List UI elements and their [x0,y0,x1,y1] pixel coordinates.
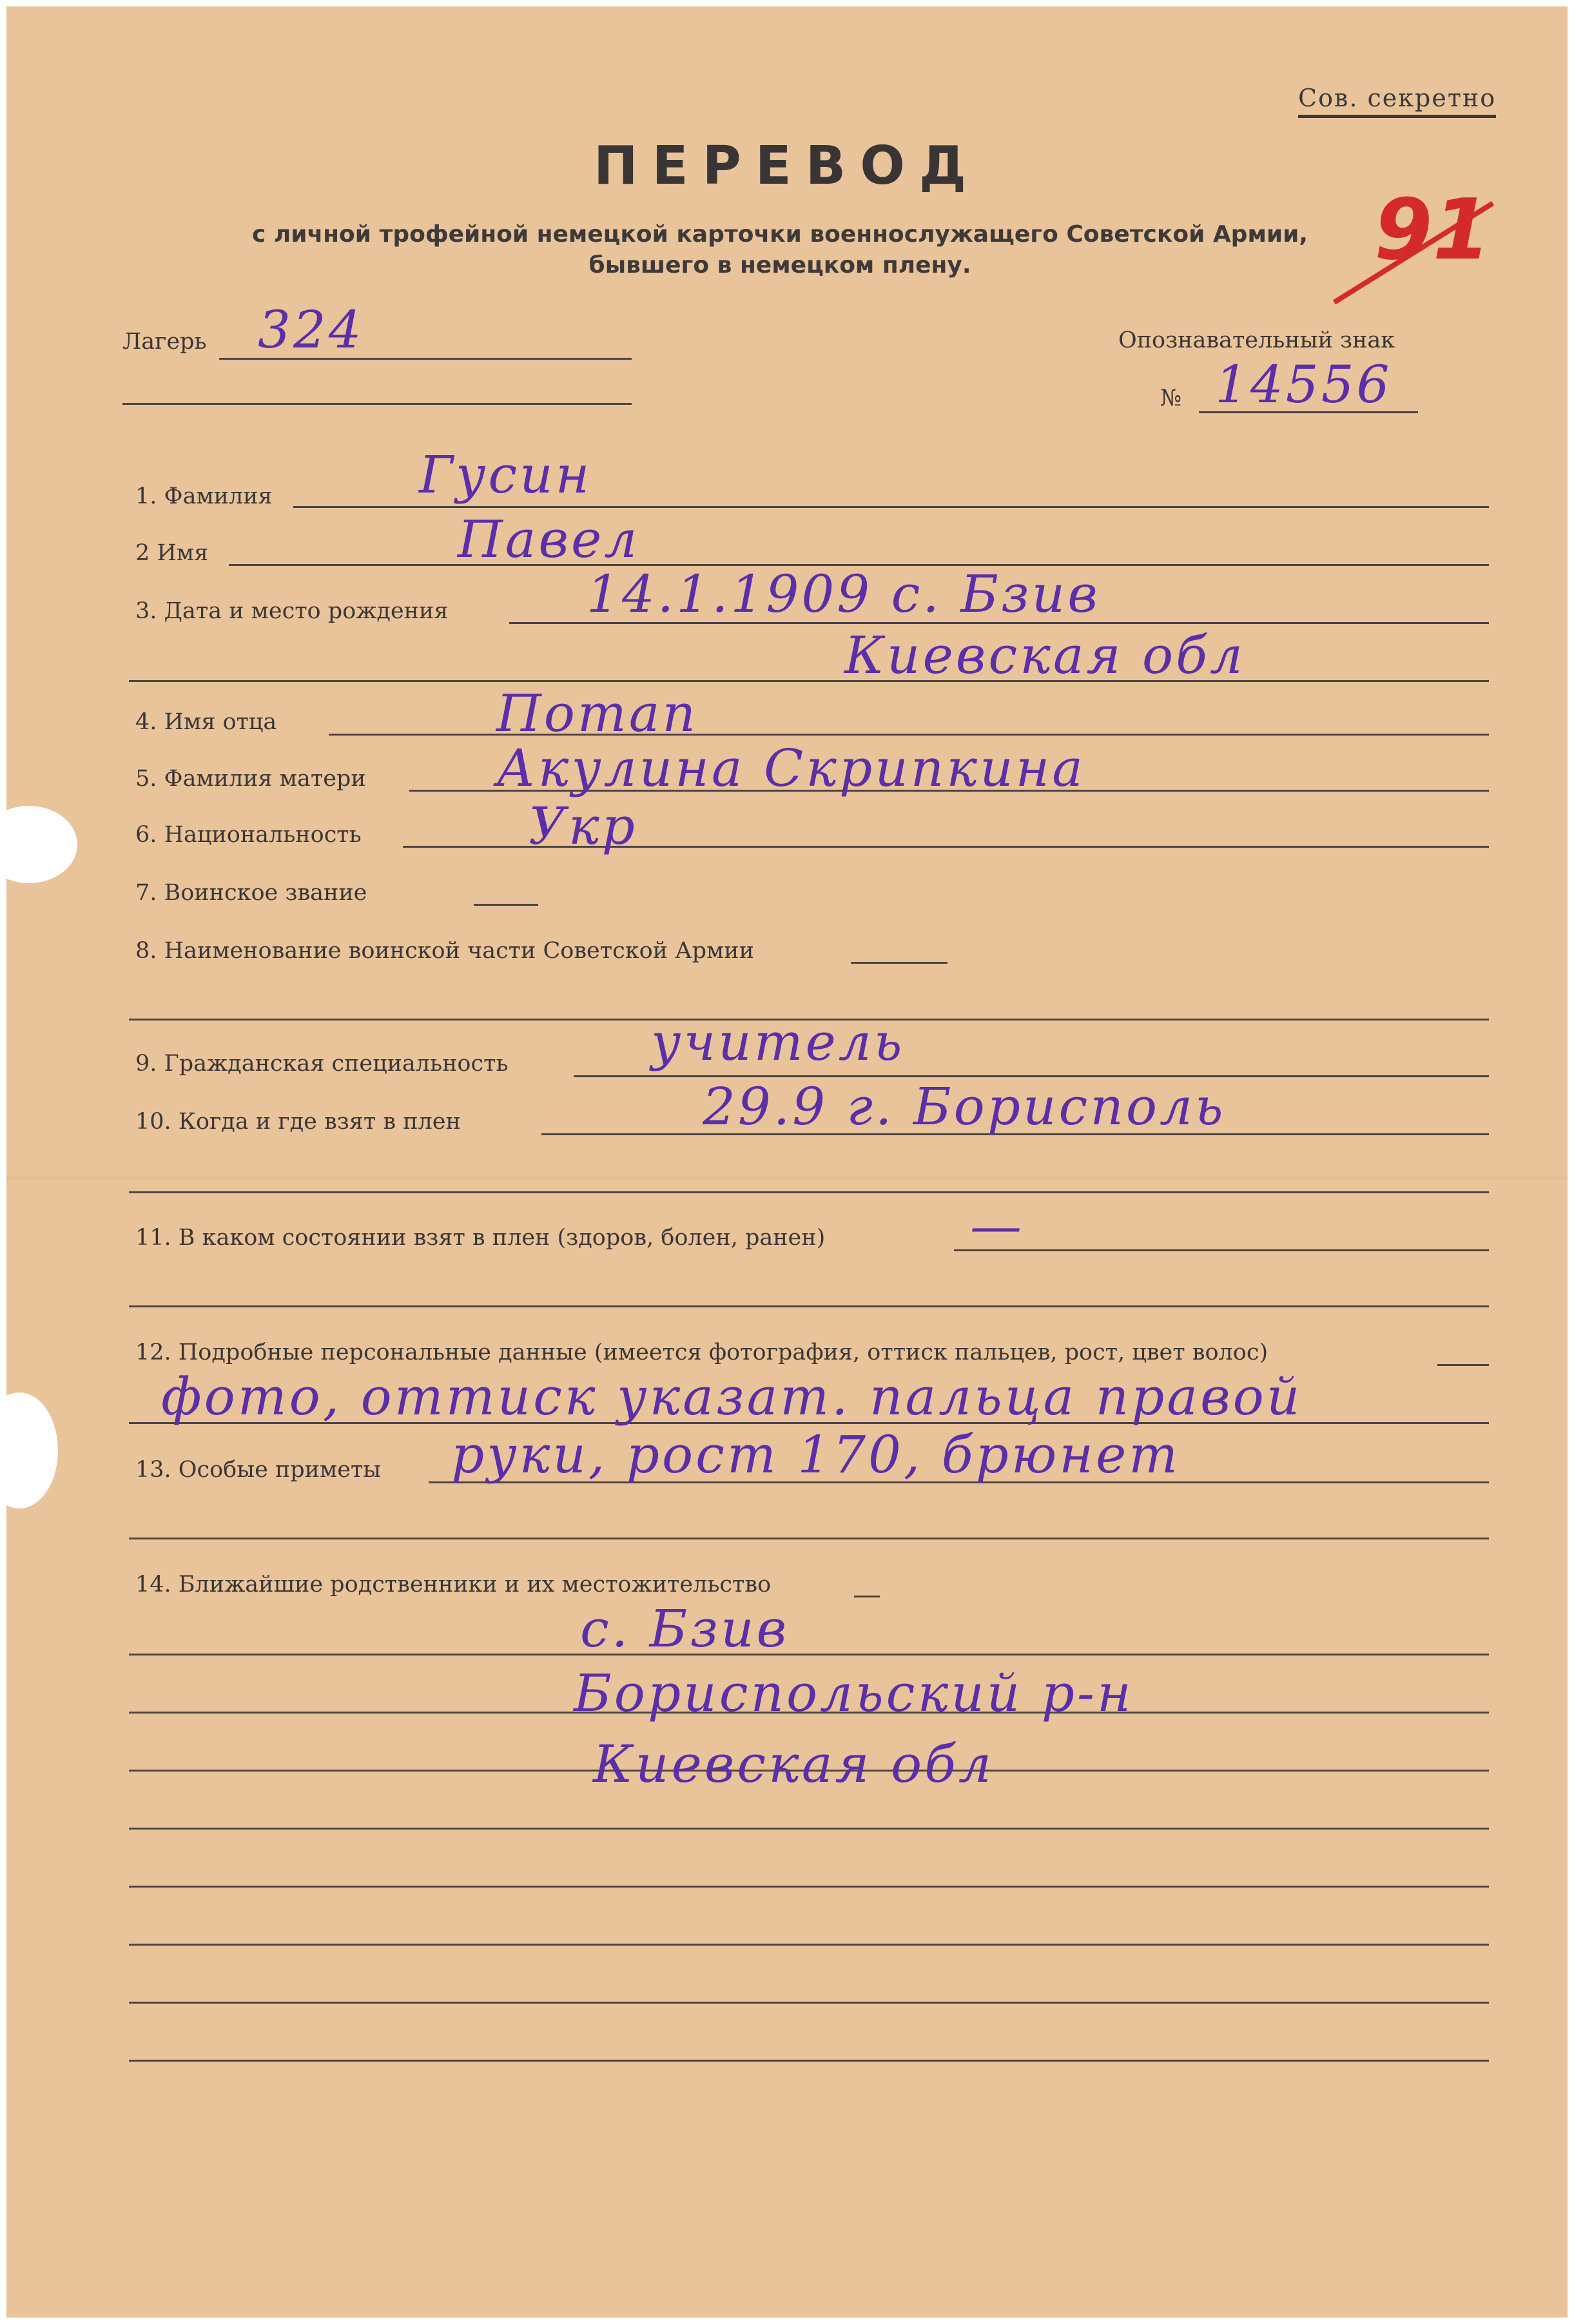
field-13-value: руки, рост 170, брюнет [451,1425,1181,1485]
field-6-label: 6. Национальность [135,822,362,848]
camp-value: 324 [258,300,364,360]
field-5-value: Акулина Скрипкина [496,738,1085,798]
field-1-value: Гусин [419,445,592,505]
punch-hole-lower [6,1392,58,1509]
field-14-label: 14. Ближайшие родственники и их местожительство [135,1572,772,1597]
field-3-label: 3. Дата и место рождения [135,598,449,624]
field-14-line-5 [129,1828,1489,1830]
field-10-line-2 [129,1191,1489,1193]
tag-value: 14556 [1215,355,1392,415]
field-5-label: 5. Фамилия матери [135,766,366,792]
field-13-label: 13. Особые приметы [135,1457,382,1483]
field-4-value: Потап [496,683,699,743]
field-1-label: 1. Фамилия [135,483,273,509]
classification-stamp: Сов. секретно [1298,84,1496,118]
field-4-label: 4. Имя отца [135,709,277,735]
field-11-label: 11. В каком состоянии взят в плен (здоров, болен, ранен) [135,1225,826,1251]
field-7-line [474,904,538,906]
tag-label: Опознавательный знак [1118,327,1395,353]
field-14-line-7 [129,1944,1489,1946]
field-14-line-8 [129,2002,1489,2004]
document-title: ПЕРЕВОД [594,135,980,197]
field-14-value-2: Бориспольский р-н [574,1663,1134,1723]
field-8-label: 8. Наименование воинской части Советской Армии [135,938,754,964]
field-12-line [1437,1364,1489,1366]
field-11-line-2 [129,1305,1489,1307]
field-11-value: — [970,1196,1024,1256]
camp-label: Лагерь [122,329,207,355]
field-7-label: 7. Воинское звание [135,880,367,906]
field-10-label: 10. Когда и где взят в плен [135,1109,461,1135]
field-14-line-2 [129,1654,1489,1655]
field-12-label: 12. Подробные персональные данные (имеется фотография, оттиск пальцев, рост, цвет волос) [135,1340,1268,1365]
field-2-value: Павел [458,509,640,569]
field-14-value-3: Киевская обл [593,1734,994,1794]
document-subtitle [200,219,1360,281]
field-14-line-9 [129,2060,1489,2062]
paper-fold [6,1177,1568,1182]
document-sheet [6,6,1568,2318]
field-3-value: 14.1.1909 с. Бзив [587,564,1100,624]
field-9-label: 9. Гражданская специальность [135,1051,509,1077]
camp-line-2 [122,403,632,405]
field-6-value: Укр [529,796,637,856]
field-8-line [851,962,947,964]
field-2-label: 2 Имя [135,540,209,566]
field-13-line-2 [129,1538,1489,1539]
field-14-value-1: с. Бзив [580,1599,790,1659]
tag-number-label: № [1160,386,1182,411]
subtitle-line-2: бывшего в немецком плену. [588,252,971,278]
field-3-value-2: Киевская обл [844,625,1245,685]
field-14-line-6 [129,1886,1489,1888]
field-3-line-2 [129,680,1489,682]
archive-mark: 91 [1374,181,1491,278]
field-10-value: 29.9 г. Борисполь [703,1077,1226,1137]
punch-hole-upper [6,806,77,883]
field-12-value: фото, оттиск указат. пальца правой [161,1367,1303,1427]
field-9-value: учитель [651,1012,905,1072]
field-11-line [954,1249,1489,1251]
subtitle-line-1: с личной трофейной немецкой карточки военнослужащего Советской Армии, [251,221,1308,248]
field-1-line [293,506,1489,508]
field-14-line [854,1596,880,1597]
